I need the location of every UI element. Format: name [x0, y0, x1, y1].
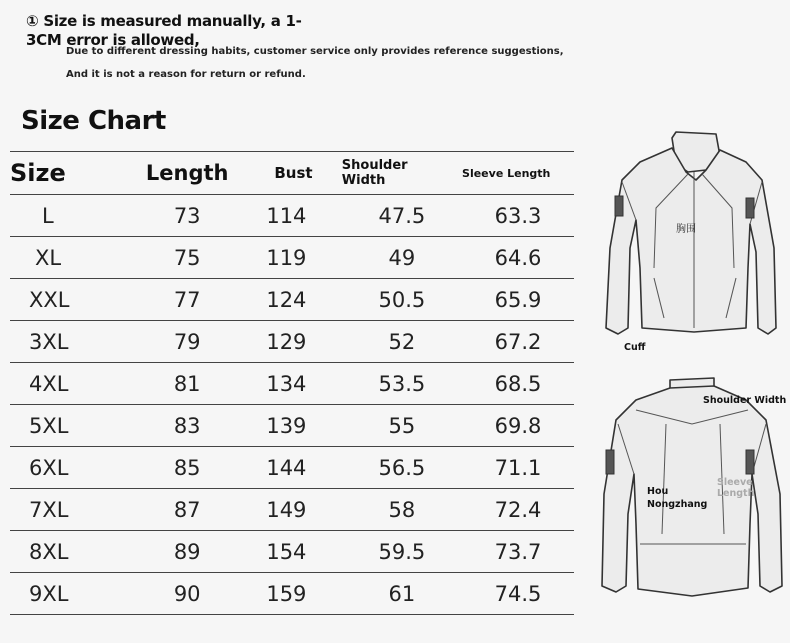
cell-length: 90: [108, 573, 266, 615]
table-header: [10, 152, 574, 195]
cell-sleeve-length: 72.4: [462, 489, 574, 531]
cell-sleeve-length: 65.9: [462, 279, 574, 321]
cell-bust: 134: [266, 363, 341, 405]
cell-bust: 119: [266, 237, 341, 279]
cell-size: 6XL: [10, 447, 108, 489]
table-row: [10, 405, 574, 447]
measurement-note: ① Size is measured manually, a 1-3CM error is allowed,: [26, 12, 302, 49]
table-row: [10, 573, 574, 615]
cell-bust: 154: [266, 531, 341, 573]
cell-length: 87: [108, 489, 266, 531]
table-row: [10, 447, 574, 489]
cell-shoulder-width: 56.5: [342, 447, 462, 489]
cell-shoulder-width: 49: [342, 237, 462, 279]
cell-shoulder-width: 58: [342, 489, 462, 531]
cuff-label: Cuff: [624, 342, 646, 353]
cell-size: XL: [10, 237, 108, 279]
table-row: [10, 531, 574, 573]
back-length-label: Hou Nongzhang: [647, 486, 708, 510]
header-length: Length: [108, 152, 266, 195]
cell-sleeve-length: 73.7: [462, 531, 574, 573]
shoulder-width-label: Shoulder Width: [703, 395, 787, 406]
cell-length: 89: [108, 531, 266, 573]
cell-shoulder-width: 47.5: [342, 195, 462, 237]
cell-shoulder-width: 53.5: [342, 363, 462, 405]
refund-note: And it is not a reason for return or refund.: [66, 69, 306, 80]
sleeve-length-label: Sleeve Length: [717, 477, 755, 499]
cell-size: 3XL: [10, 321, 108, 363]
size-table: [10, 151, 574, 615]
cell-shoulder-width: 55: [342, 405, 462, 447]
cell-sleeve-length: 63.3: [462, 195, 574, 237]
cell-size: L: [10, 195, 108, 237]
table-row: [10, 237, 574, 279]
cell-size: 4XL: [10, 363, 108, 405]
cell-shoulder-width: 61: [342, 573, 462, 615]
cell-sleeve-length: 64.6: [462, 237, 574, 279]
cell-length: 85: [108, 447, 266, 489]
cell-sleeve-length: 69.8: [462, 405, 574, 447]
cell-sleeve-length: 71.1: [462, 447, 574, 489]
cell-bust: 144: [266, 447, 341, 489]
cell-length: 73: [108, 195, 266, 237]
cell-shoulder-width: 50.5: [342, 279, 462, 321]
cell-size: 7XL: [10, 489, 108, 531]
table-row: [10, 279, 574, 321]
cell-length: 75: [108, 237, 266, 279]
cell-length: 79: [108, 321, 266, 363]
cell-sleeve-length: 67.2: [462, 321, 574, 363]
table-row: [10, 321, 574, 363]
cell-bust: 149: [266, 489, 341, 531]
header-shoulder-text: Shoulder Width: [341, 158, 408, 188]
cell-size: XXL: [10, 279, 108, 321]
cell-sleeve-length: 74.5: [462, 573, 574, 615]
chest-label: 胸围: [676, 224, 696, 235]
table-row: [10, 363, 574, 405]
cell-bust: 114: [266, 195, 341, 237]
cell-bust: 159: [266, 573, 341, 615]
header-bust: Bust: [266, 152, 341, 195]
cell-length: 81: [108, 363, 266, 405]
cell-bust: 139: [266, 405, 341, 447]
cell-shoulder-width: 59.5: [342, 531, 462, 573]
size-chart-title: Size Chart: [21, 106, 166, 136]
cell-size: 9XL: [10, 573, 108, 615]
cell-bust: 129: [266, 321, 341, 363]
header-sleeve-length: Sleeve Length: [462, 152, 574, 195]
cell-length: 83: [108, 405, 266, 447]
table-row: [10, 489, 574, 531]
jacket-front-illustration: [596, 128, 786, 353]
table-row: [10, 195, 574, 237]
dressing-habits-note: Due to different dressing habits, customer service only provides reference suggestions,: [66, 46, 564, 57]
cell-shoulder-width: 52: [342, 321, 462, 363]
cell-sleeve-length: 68.5: [462, 363, 574, 405]
cell-length: 77: [108, 279, 266, 321]
cell-bust: 124: [266, 279, 341, 321]
cell-size: 5XL: [10, 405, 108, 447]
header-shoulder-width: [342, 152, 462, 195]
header-size: Size: [10, 152, 108, 195]
cell-size: 8XL: [10, 531, 108, 573]
